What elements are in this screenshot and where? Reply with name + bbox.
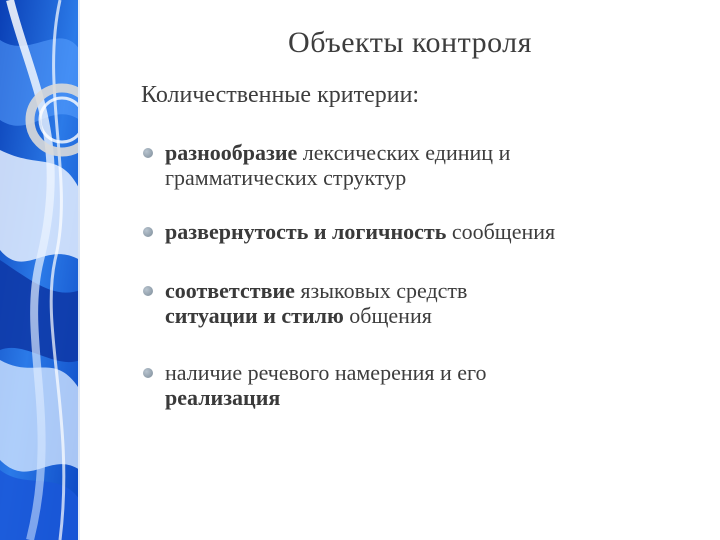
decorative-blue-swirl-image [0, 0, 80, 540]
plain-text: наличие речевого намерения и его [165, 360, 487, 385]
bullet-icon [143, 227, 153, 237]
plain-text: грамматических структур [165, 165, 407, 190]
bold-term: развернутость и логичность [165, 219, 447, 244]
list-item [141, 278, 701, 328]
list-item-line [165, 165, 701, 190]
plain-text: лексических единиц и [297, 140, 511, 165]
decorative-edge-divider [78, 0, 80, 540]
slide-title: Объекты контроля [288, 26, 532, 59]
bold-term: разнообразие [165, 140, 298, 165]
slide-subtitle: Количественные критерии: [141, 82, 420, 108]
bold-term: реализация [165, 385, 281, 410]
bold-term: соответствие [165, 278, 295, 303]
list-item-line [165, 140, 701, 165]
list-item-line [165, 303, 701, 328]
plain-text: языковых средств [294, 278, 468, 303]
list-item [141, 219, 701, 244]
criteria-list [141, 140, 701, 410]
bullet-icon [143, 286, 153, 296]
list-item-line [165, 278, 701, 303]
list-item [141, 360, 701, 410]
list-item-line [165, 385, 701, 410]
list-item-line [165, 360, 701, 385]
plain-text: сообщения [446, 219, 556, 244]
bullet-icon [143, 148, 153, 158]
bullet-icon [143, 368, 153, 378]
list-item-line [165, 219, 701, 244]
list-item [141, 140, 701, 190]
plain-text: общения [343, 303, 432, 328]
bold-term: ситуации и стилю [165, 303, 344, 328]
